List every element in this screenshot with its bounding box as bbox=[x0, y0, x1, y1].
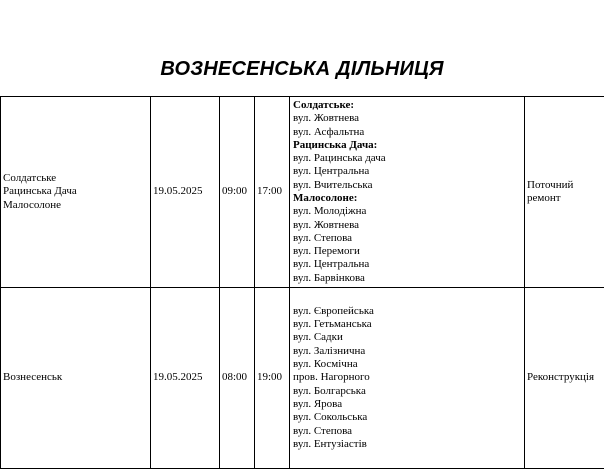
street-item: вул. Ярова bbox=[292, 398, 522, 411]
street-item: вул. Перемоги bbox=[292, 245, 522, 258]
settlement-name: Рацинська Дача bbox=[3, 185, 148, 198]
settlement-name: Вознесенськ bbox=[3, 371, 148, 384]
street-group-heading: Малосолоне: bbox=[292, 192, 522, 205]
date-cell: 19.05.2025 bbox=[151, 288, 220, 469]
time-from-cell: 09:00 bbox=[220, 97, 255, 288]
settlement-name: Солдатське bbox=[3, 172, 148, 185]
work-type-cell bbox=[525, 97, 604, 288]
street-item: вул. Асфальтна bbox=[292, 126, 522, 139]
street-item: вул. Сокольська bbox=[292, 411, 522, 424]
street-item: пров. Нагорного bbox=[292, 371, 522, 384]
work-type-text: Поточний bbox=[527, 179, 604, 192]
outage-schedule-table bbox=[0, 96, 604, 469]
street-item: вул. Європейська bbox=[292, 305, 522, 318]
settlements-cell bbox=[1, 97, 151, 288]
work-type-text: ремонт bbox=[527, 192, 604, 205]
street-item: вул. Барвінкова bbox=[292, 272, 522, 285]
settlement-name: Малосолоне bbox=[3, 199, 148, 212]
street-item: вул. Залізнична bbox=[292, 345, 522, 358]
streets-cell bbox=[290, 97, 525, 288]
date-cell: 19.05.2025 bbox=[151, 97, 220, 288]
work-type-text: Реконструкція bbox=[527, 371, 604, 384]
street-item: вул. Молодіжна bbox=[292, 205, 522, 218]
street-item: вул. Гетьманська bbox=[292, 318, 522, 331]
street-group-heading: Солдатське: bbox=[292, 99, 522, 112]
street-item: вул. Центральна bbox=[292, 165, 522, 178]
street-item: вул. Рацинська дача bbox=[292, 152, 522, 165]
street-item: вул. Космічна bbox=[292, 358, 522, 371]
table-row bbox=[1, 288, 604, 469]
street-item: вул. Ентузіастів bbox=[292, 438, 522, 451]
street-item: вул. Степова bbox=[292, 232, 522, 245]
time-to-cell: 17:00 bbox=[255, 97, 290, 288]
work-type-cell bbox=[525, 288, 604, 469]
table-row bbox=[1, 97, 604, 288]
streets-cell bbox=[290, 288, 525, 469]
street-item: вул. Вчительська bbox=[292, 179, 522, 192]
street-item: вул. Степова bbox=[292, 425, 522, 438]
time-from-cell: 08:00 bbox=[220, 288, 255, 469]
time-to-cell: 19:00 bbox=[255, 288, 290, 469]
page-title: ВОЗНЕСЕНСЬКА ДІЛЬНИЦЯ bbox=[0, 56, 604, 82]
street-item: вул. Центральна bbox=[292, 258, 522, 271]
street-item: вул. Болгарська bbox=[292, 385, 522, 398]
street-item: вул. Садки bbox=[292, 331, 522, 344]
street-item: вул. Жовтнева bbox=[292, 112, 522, 125]
street-item: вул. Жовтнева bbox=[292, 219, 522, 232]
settlements-cell bbox=[1, 288, 151, 469]
street-group-heading: Рацинська Дача: bbox=[292, 139, 522, 152]
